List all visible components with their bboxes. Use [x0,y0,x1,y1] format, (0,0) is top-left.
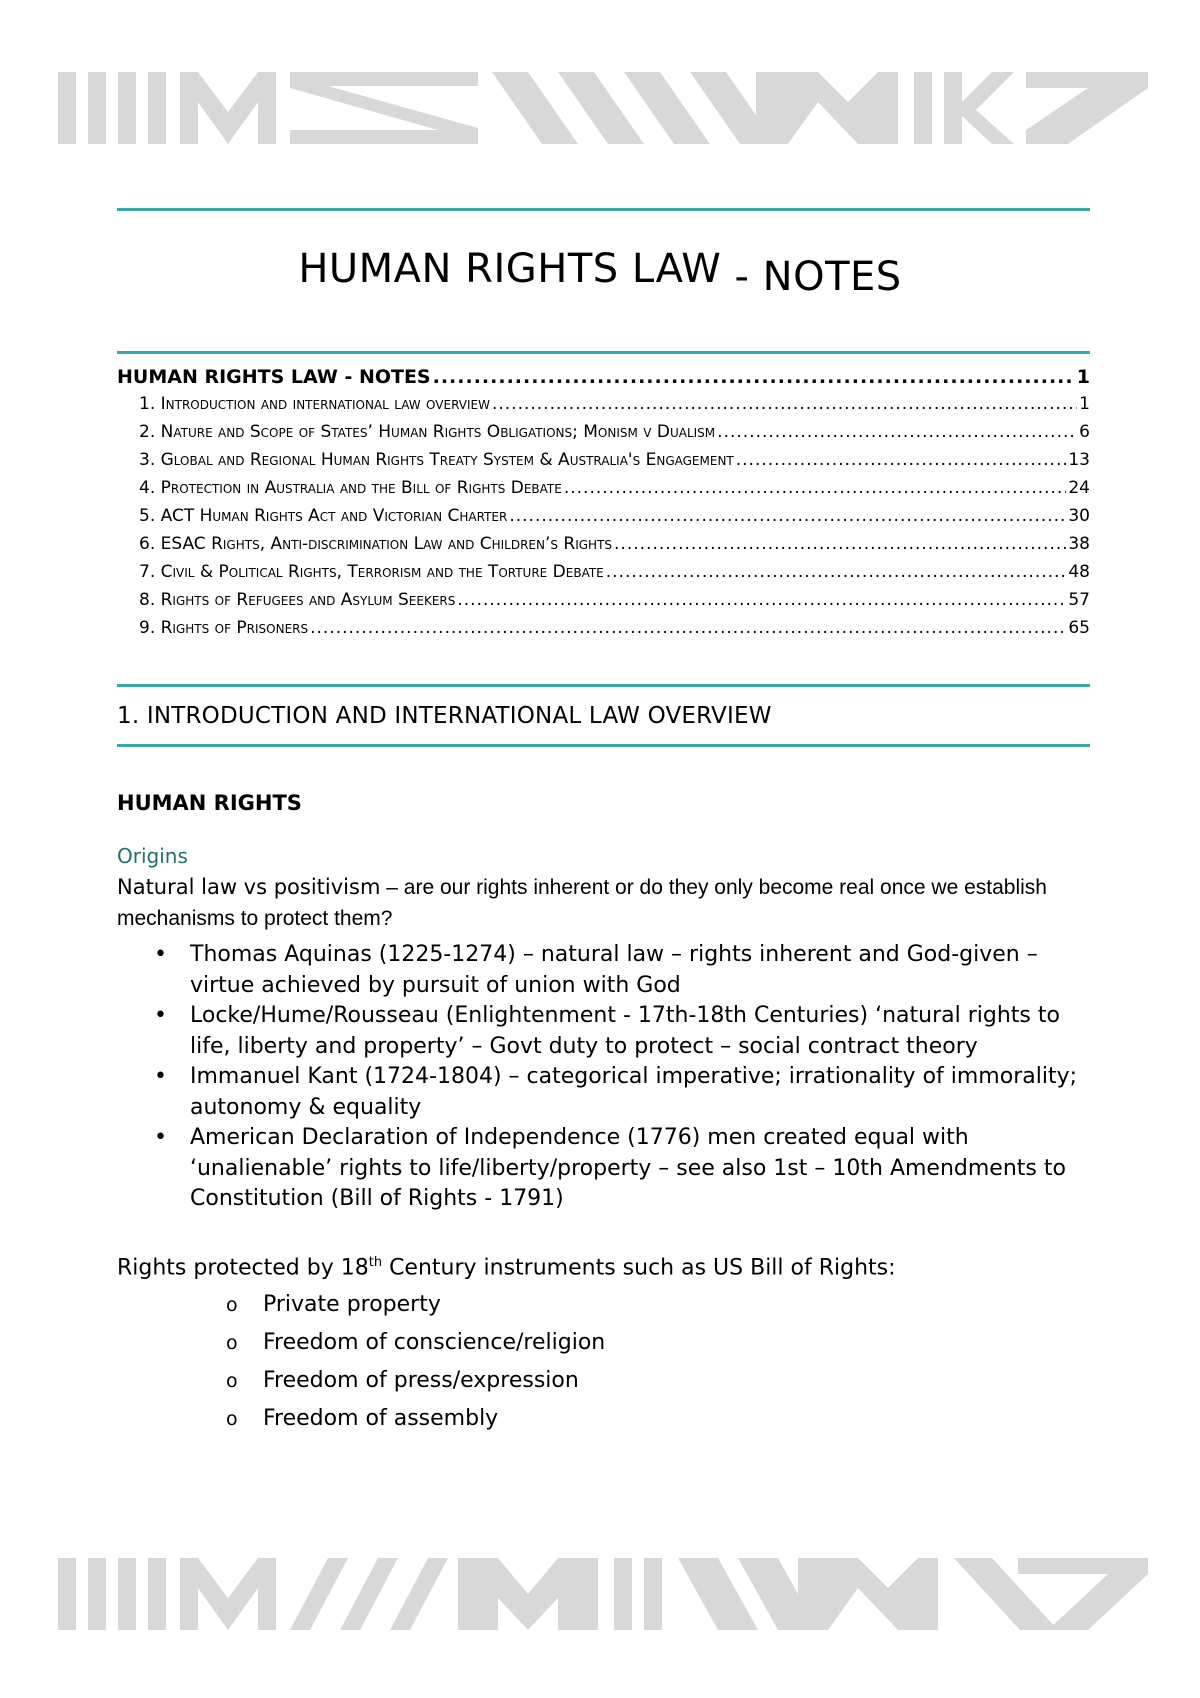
toc-heading-entry[interactable] [117,366,1090,394]
circle-bullet-icon: o [226,1408,238,1430]
circle-bullet-icon: o [226,1294,238,1316]
toc-dot-leader [564,478,1067,498]
toc-dot-leader [736,450,1067,470]
rights-intro [117,1255,896,1280]
bullet-icon: • [154,1125,167,1150]
intro-lead: Natural law vs positivism [117,875,381,899]
toc-dot-leader [310,618,1066,638]
toc-entry-page: 13 [1068,450,1090,470]
list-item [117,1062,1097,1123]
list-item [117,1001,1097,1062]
toc-dot-leader [606,562,1067,582]
divider-below-section [117,744,1090,747]
toc-entry[interactable] [117,534,1090,562]
rights-intro-sup: th [368,1255,383,1270]
rights-intro-pre: Rights protected by 18 [117,1255,369,1281]
circle-bullet-icon: o [226,1370,238,1392]
rights-sub-list [117,1286,605,1438]
bullet-icon: • [154,942,167,967]
intro-rest: – are our rights inherent or do they only become real once we establish mechanisms to protect them? [117,876,1047,930]
toc-dot-leader [509,506,1066,526]
decorative-banner-top [58,72,1148,144]
toc-dot-leader [433,366,1075,388]
divider-below-title [117,351,1090,354]
circle-bullet-icon: o [226,1332,238,1354]
toc-entry-page: 57 [1068,590,1090,610]
divider-above-section [117,684,1090,687]
toc-entry[interactable] [117,478,1090,506]
toc-entry-label: 5. ACT Human Rights Act and Victorian Charter [139,506,508,526]
toc-entry-label: 9. Rights of Prisoners [139,618,309,638]
rights-intro-post: Century instruments such as US Bill of Rights: [382,1255,896,1281]
toc-entry[interactable] [117,394,1090,422]
list-item-text: American Declaration of Independence (1776) men created equal with ‘unalienable’ rights to life/liberty/property – see also 1st – 10th Amendments to Constitution (Bill of Rights - 1791) [190,1125,1066,1211]
subsection-heading: HUMAN RIGHTS [117,791,302,815]
title-main: HUMAN RIGHTS LAW [298,246,735,292]
toc-entry-label: 3. Global and Regional Human Rights Treaty System & Australia's Engagement [139,450,734,470]
bullet-icon: • [154,1064,167,1089]
toc-dot-leader [717,422,1077,442]
list-item-text: Thomas Aquinas (1225-1274) – natural law – rights inherent and God-given – virtue achieved by pursuit of union with God [190,942,1038,998]
list-item-text: Freedom of assembly [263,1406,499,1431]
toc-entry[interactable] [117,618,1090,646]
document-title [0,246,1200,300]
list-item [117,1400,605,1438]
toc-entry[interactable] [117,590,1090,618]
toc-dot-leader [457,590,1066,610]
toc-entry-label: HUMAN RIGHTS LAW - NOTES [117,366,431,388]
toc-entry-label: 8. Rights of Refugees and Asylum Seekers [139,590,456,610]
intro-paragraph [117,872,1090,934]
toc-entry-page: 30 [1068,506,1090,526]
list-item-text: Freedom of conscience/religion [263,1330,606,1355]
toc-dot-leader [614,534,1066,554]
origins-bullet-list [117,940,1097,1215]
title-sub: - NOTES [734,254,902,300]
table-of-contents [117,366,1090,646]
toc-entry-page: 48 [1068,562,1090,582]
toc-entry-label: 4. Protection in Australia and the Bill of Rights Debate [139,478,562,498]
toc-entry[interactable] [117,506,1090,534]
toc-entry-label: 1. Introduction and international law overview [139,394,490,414]
toc-entry-page: 38 [1068,534,1090,554]
toc-entry-page: 24 [1068,478,1090,498]
list-item-text: Locke/Hume/Rousseau (Enlightenment - 17th-18th Centuries) ‘natural rights to life, liberty and property’ – Govt duty to protect – social contract theory [190,1003,1060,1059]
toc-entry-label: 2. Nature and Scope of States’ Human Rights Obligations; Monism v Dualism [139,422,716,442]
bullet-icon: • [154,1003,167,1028]
decorative-banner-bottom [58,1558,1148,1630]
toc-entry-label: 6. ESAC Rights, Anti-discrimination Law and Children’s Rights [139,534,613,554]
section-heading: 1. INTRODUCTION AND INTERNATIONAL LAW OVERVIEW [117,703,772,729]
origins-heading: Origins [117,844,188,868]
list-item-text: Private property [263,1292,441,1317]
toc-entry[interactable] [117,422,1090,450]
list-item [117,1324,605,1362]
toc-entry-page: 1 [1076,366,1090,388]
list-item [117,940,1097,1001]
toc-entry[interactable] [117,450,1090,478]
toc-dot-leader [492,394,1077,414]
toc-entry-page: 6 [1079,422,1090,442]
list-item [117,1123,1097,1215]
toc-entry-page: 1 [1079,394,1090,414]
list-item [117,1362,605,1400]
toc-entry-page: 65 [1068,618,1090,638]
toc-entry-label: 7. Civil & Political Rights, Terrorism and the Torture Debate [139,562,604,582]
divider-top [117,208,1090,211]
list-item-text: Immanuel Kant (1724-1804) – categorical imperative; irrationality of immorality; autonomy & equality [190,1064,1078,1120]
toc-entry[interactable] [117,562,1090,590]
list-item [117,1286,605,1324]
list-item-text: Freedom of press/expression [263,1368,579,1393]
